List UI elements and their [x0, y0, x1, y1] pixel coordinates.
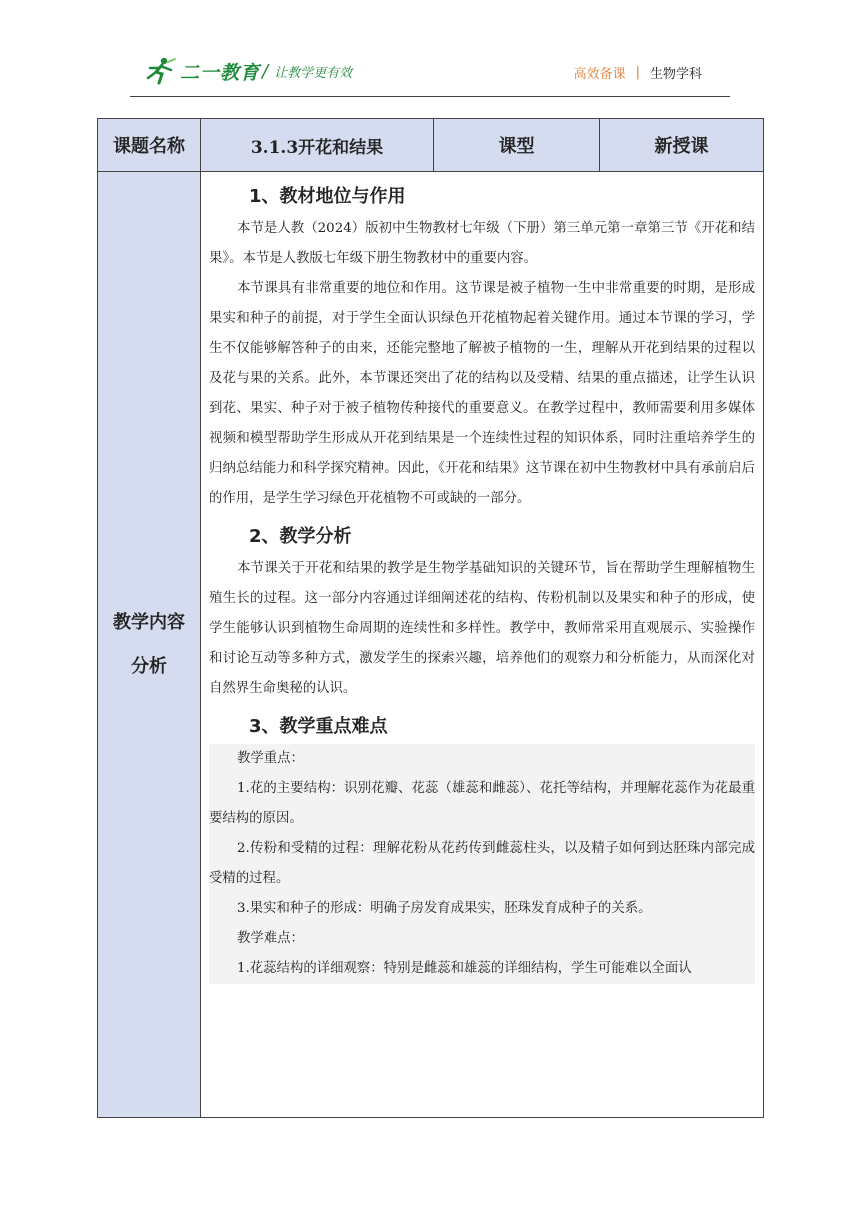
title-label: 课题名称: [98, 119, 201, 172]
key-point-3: 3.果实和种子的形成：明确子房发育成果实，胚珠发育成种子的关系。: [237, 901, 652, 916]
key-points-block: [209, 744, 755, 984]
type-label: 课型: [434, 119, 600, 172]
side-label-line2: 分析: [131, 655, 167, 677]
slogan: 让教学更有效: [274, 65, 353, 81]
content-row: [98, 172, 764, 1118]
runner-logo-icon: [142, 56, 178, 86]
header-subject: [574, 63, 702, 82]
section-2-paragraph-1: 本节课关于开花和结果的教学是生物学基础知识的关键环节，旨在帮助学生理解植物生殖生长的过程。这一部分内容通过详细阐述花的结构、传粉机制以及果实和种子的形成，使学生能够认识到植物生命周期的连续性和多样性。教学中，教师常采用直观展示、实验操作和讨论互动等多种方式，激发学生的探索兴趣，培养他们的观察力和分析能力，从而深化对自然界生命奥秘的认识。: [209, 561, 755, 696]
logo-text: 二一教育: [180, 61, 261, 84]
lesson-table: [97, 118, 764, 1118]
type-value: 新授课: [600, 119, 764, 172]
side-label-line1: 教学内容: [113, 611, 185, 633]
key-point-2: 2.传粉和受精的过程：理解花粉从花药传到雌蕊柱头，以及精子如何到达胚珠内部完成受精的过程。: [209, 841, 755, 886]
key-points-label: 教学重点：: [237, 751, 304, 766]
table-header-row: [98, 119, 764, 172]
key-point-1: 1.花的主要结构：识别花瓣、花蕊（雄蕊和雌蕊）、花托等结构，并理解花蕊作为花最重要结构的原因。: [209, 781, 755, 826]
header-divider: [130, 96, 730, 97]
logo-divider: /: [262, 60, 269, 82]
header-separator: |: [635, 65, 640, 80]
difficult-points-label: 教学难点：: [237, 931, 304, 946]
section-1-title: 1、教材地位与作用: [249, 186, 406, 207]
brand-logo: [142, 56, 352, 86]
difficult-point-1: 1.花蕊结构的详细观察：特别是雌蕊和雄蕊的详细结构，学生可能难以全面认: [237, 961, 692, 976]
page-header: [0, 0, 860, 100]
content-analysis-label: [98, 172, 201, 1118]
content-analysis-body: [201, 172, 764, 1118]
section-1-paragraph-1: 本节是人教（2024）版初中生物教材七年级（下册）第三单元第一章第三节《开花和结果》。本节是人教版七年级下册生物教材中的重要内容。: [209, 221, 755, 266]
section-3-title: 3、教学重点难点: [249, 716, 388, 737]
header-tag: 高效备课: [573, 67, 626, 82]
section-1-paragraph-2: 本节课具有非常重要的地位和作用。这节课是被子植物一生中非常重要的时期，是形成果实和种子的前提，对于学生全面认识绿色开花植物起着关键作用。通过本节课的学习，学生不仅能够解答种子的由来，还能完整地了解被子植物的一生，理解从开花到结果的过程以及花与果的关系。此外，本节课还突出了花的结构以及受精、结果的重点描述，让学生认识到花、果实、种子对于被子植物传种接代的重要意义。在教学过程中，教师需要利用多媒体视频和模型帮助学生形成从开花到结果是一个连续性过程的知识体系，同时注重培养学生的归纳总结能力和科学探究精神。因此，《开花和结果》这节课在初中生物教材中具有承前启后的作用，是学生学习绿色开花植物不可或缺的一部分。: [209, 281, 755, 506]
section-2-title: 2、教学分析: [249, 526, 352, 547]
lesson-name: 3.1.3开花和结果: [201, 119, 434, 172]
header-subject-name: 生物学科: [649, 67, 702, 82]
